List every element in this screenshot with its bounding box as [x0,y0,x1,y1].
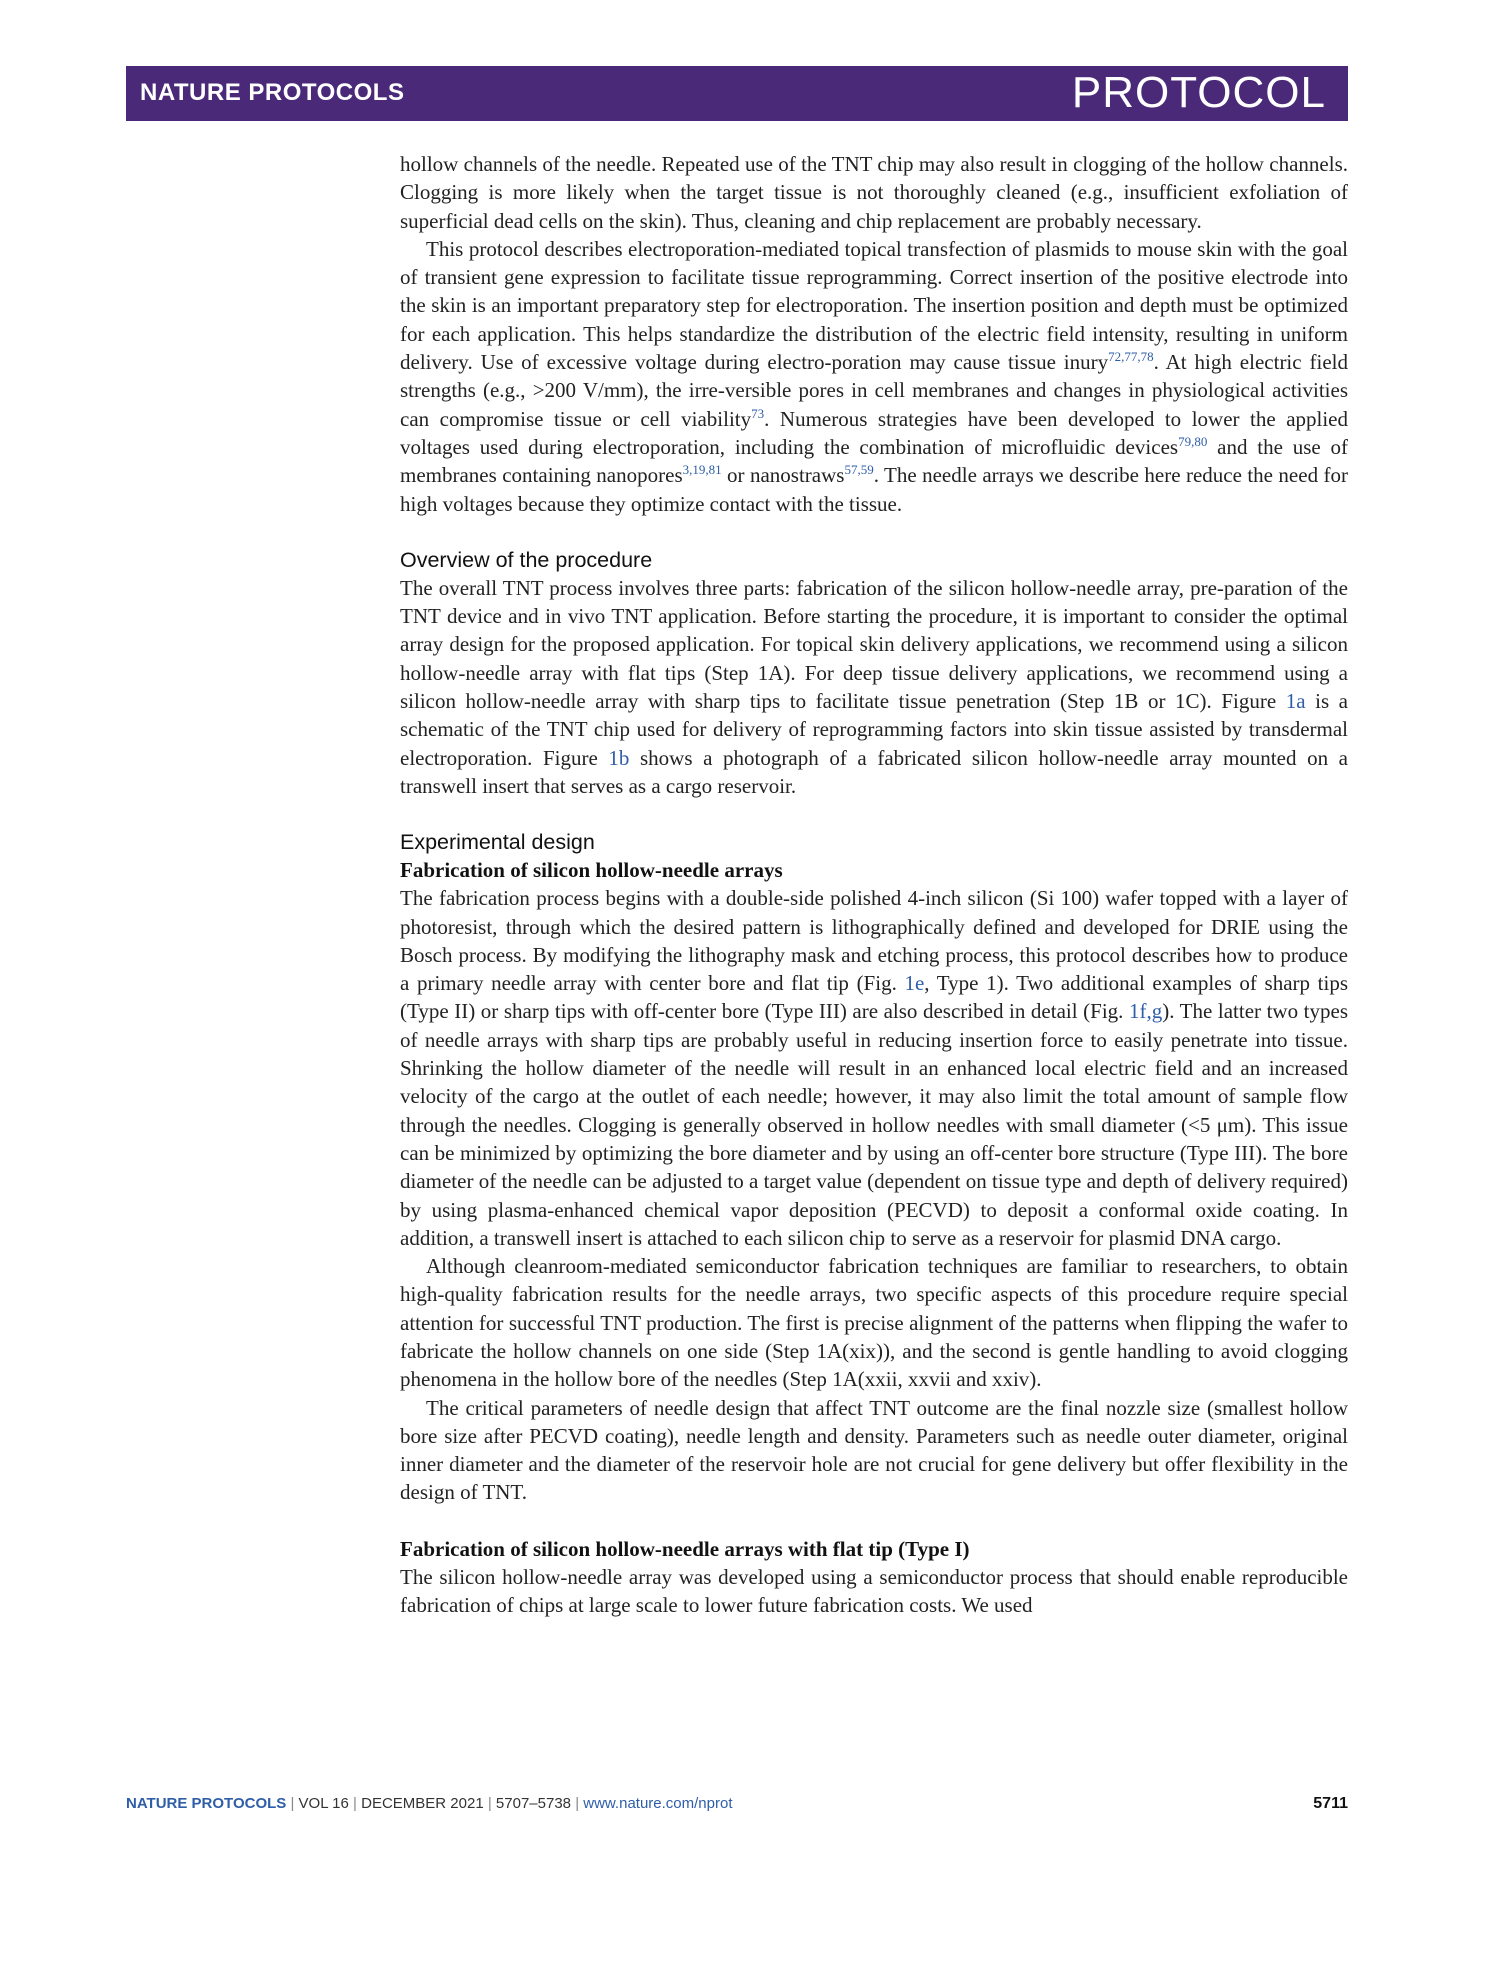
journal-banner [126,66,1348,121]
citation[interactable]: 3,19,81 [682,462,722,478]
subsection-heading: Fabrication of silicon hollow-needle arrays with flat tip (Type I) [400,1536,970,1561]
footer-citation: NATURE PROTOCOLS | VOL 16 | DECEMBER 2021 | 5707–5738 | www.nature.com/nprot [126,1795,733,1812]
footer-volume: VOL 16 [298,1795,349,1812]
journal-name: NATURE PROTOCOLS [140,79,405,106]
figure-link[interactable]: 1b [608,745,630,770]
section-heading: Overview of the procedure [400,547,653,572]
figure-link[interactable]: 1f,g [1128,999,1163,1024]
footer-date: DECEMBER 2021 [361,1795,484,1812]
figure-link[interactable]: 1e [904,971,925,996]
page-footer [126,1795,1348,1819]
page-number: 5711 [1313,1795,1348,1812]
section-heading: Experimental design [400,830,595,855]
footer-url[interactable]: www.nature.com/nprot [583,1795,733,1812]
subsection-heading: Fabrication of silicon hollow-needle arrays [400,858,783,883]
article-type: PROTOCOL [1071,68,1326,117]
paragraph: The overall TNT process involves three parts: fabrication of the silicon hollow-needle array, pre-paration of the TNT device and in vivo TNT application. Before starting the procedure, it is important to consider the optimal array design for the proposed application. For topical skin delivery applications, we recommend using a silicon hollow-needle array with flat tips (Step 1A). For deep tissue delivery applications, we recommend using a silicon hollow-needle array with sharp tips to facilitate tissue penetration (Step 1B or 1C). Figure 1a is a schematic of the TNT chip used for delivery of reprogramming factors into skin tissue assisted by transdermal electroporation. Figure 1b shows a photograph of a fabricated silicon hollow-needle array mounted on a transwell insert that serves as a cargo reservoir. [400,575,1349,798]
paragraph: hollow channels of the needle. Repeated use of the TNT chip may also result in clogging of the hollow channels. Clogging is more likely when the target tissue is not thoroughly cleaned (e.g., insufficient exfoliation of superficial dead cells on the skin). Thus, cleaning and chip replacement are probably necessary. [400,152,1348,233]
paragraph: This protocol describes electroporation-mediated topical transfection of plasmids to mouse skin with the goal of transient gene expression to facilitate tissue reprogramming. Correct insertion of the positive electrode into the skin is an important preparatory step for electroporation. The insertion position and depth must be optimized for each application. This helps standardize the distribution of the electric field intensity, resulting in uniform delivery. Use of excessive voltage during electro-poration may cause tissue inury$^{72,77,78}$. At high electric field strengths (e.g., >200 V/mm), the irre-versible pores in cell membranes and changes in physiological activities can compromise tissue or cell viability$^{73}$. Numerous strategies have been developed to lower the applied voltages used during electroporation, including the combination of microfluidic devices$^{79,80}$ and the use of membranes containing nanopores$^{3,19,81}$ or nanostraws$^{57,59}$. The needle arrays we describe here reduce the need for high voltages because they optimize contact with the tissue. [400,236,1349,516]
article-body [400,150,1348,1619]
citation[interactable]: 57,59 [844,462,874,478]
citation[interactable]: 72,77,78 [1108,349,1154,365]
paragraph: Although cleanroom-mediated semiconductor fabrication techniques are familiar to researchers, to obtain high-quality fabrication results for the needle arrays, two specific aspects of this procedure require special attention for successful TNT production. The first is precise alignment of the patterns when flipping the wafer to fabricate the hollow channels on one side (Step 1A(xix)), and the second is gentle handling to avoid clogging phenomena in the hollow bore of the needles (Step 1A(xxii, xxvii and xxiv). [400,1254,1348,1392]
footer-journal[interactable]: NATURE PROTOCOLS [126,1795,287,1812]
paragraph: The critical parameters of needle design that affect TNT outcome are the final nozzle size (smallest hollow bore size after PECVD coating), needle length and density. Parameters such as needle outer diameter, original inner diameter and the diameter of the reservoir hole are not crucial for gene delivery but offer flexibility in the design of TNT. [400,1395,1348,1505]
footer-pages: 5707–5738 [495,1795,572,1812]
paragraph: The fabrication process begins with a double-side polished 4-inch silicon (Si 100) wafer topped with a layer of photoresist, through which the desired pattern is lithographically defined and developed for DRIE using the Bosch process. By modifying the lithography mask and etching process, this protocol describes how to produce a primary needle array with center bore and flat tip (Fig. 1e, Type 1). Two additional examples of sharp tips (Type II) or sharp tips with off-center bore (Type III) are also described in detail (Fig. 1f,g). The latter two types of needle arrays with sharp tips are probably useful in reducing insertion force to easily penetrate into tissue. Shrinking the hollow diameter of the needle will result in an enhanced local electric field and an increased velocity of the cargo at the outlet of each needle; however, it may also limit the total amount of sample flow through the needles. Clogging is generally observed in hollow needles with small diameter (<5 μm). This issue can be minimized by optimizing the bore diameter and by using an off-center bore structure (Type III). The bore diameter of the needle can be adjusted to a target value (dependent on tissue type and depth of delivery required) by using plasma-enhanced chemical vapor deposition (PECVD) to deposit a conformal oxide coating. In addition, a transwell insert is attached to each silicon chip to serve as a reservoir for plasmid DNA cargo. [400,886,1348,1250]
figure-link[interactable]: 1a [1285,689,1306,714]
paragraph: The silicon hollow-needle array was developed using a semiconductor process that should enable reproducible fabrication of chips at large scale to lower future fabrication costs. We used [400,1564,1348,1618]
citation[interactable]: 79,80 [1178,433,1208,449]
citation[interactable]: 73 [751,405,765,421]
